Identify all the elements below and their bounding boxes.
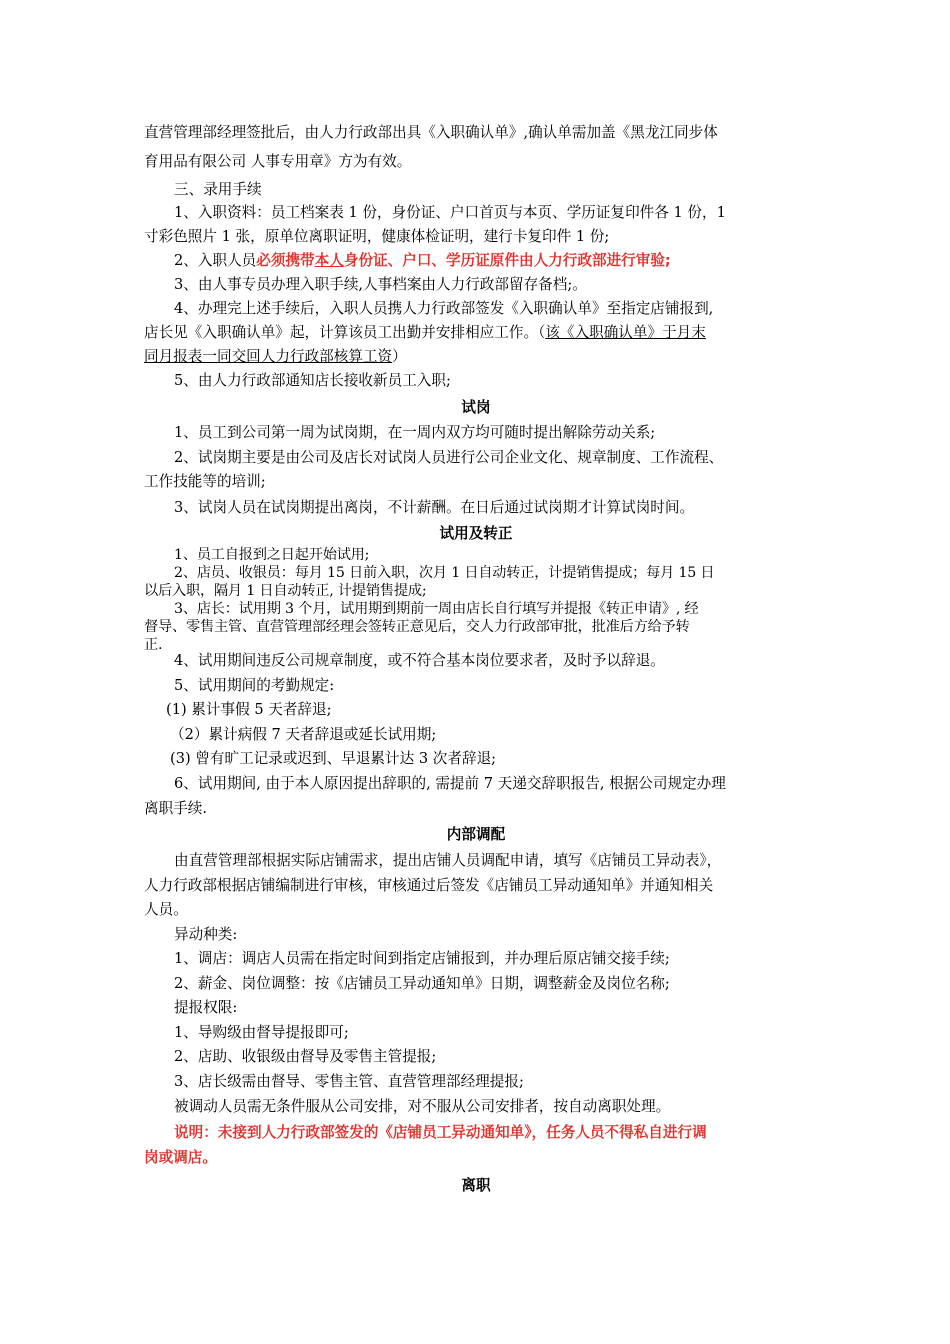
sub-list-item: (1) 累计事假 5 天者辞退; (166, 701, 332, 718)
list-item: 3、由人事专员办理入职手续,人事档案由人力行政部留存备档;。 (174, 276, 587, 293)
paragraph-line: 人员。 (144, 901, 188, 918)
list-item: 3、试岗人员在试岗期提出离岗，不计薪酬。在日后通过试岗期才计算试岗时间。 (174, 499, 695, 516)
list-item: 2、店助、收银级由督导及零售主管提报; (174, 1048, 437, 1065)
paragraph-line: 直营管理部经理签批后，由人力行政部出具《入职确认单》,确认单需加盖《黑龙江同步体 (144, 124, 718, 141)
list-item-continuation: 离职手续. (144, 800, 208, 817)
emphasis-text: 必须携带 (256, 252, 315, 269)
sub-list-item: (3) 曾有旷工记录或迟到、早退累计达 3 次者辞退; (170, 750, 497, 767)
list-item: 1、入职资料：员工档案表 1 份，身份证、户口首页与本页、学历证复印件各 1 份，1 (174, 204, 726, 221)
list-item-continuation: 工作技能等的培训; (144, 473, 266, 490)
underlined-text: 该《入职确认单》于月末 (545, 324, 706, 341)
list-item: 3、店长级需由督导、零售主管、直营管理部经理提报; (174, 1073, 524, 1090)
section-heading: 内部调配 (446, 826, 506, 843)
text: 店长见《入职确认单》起，计算该员工出勤并安排相应工作。（ (144, 324, 546, 341)
list-item: 2、薪金、岗位调整：按《店铺员工异动通知单》日期，调整薪金及岗位名称; (174, 975, 670, 992)
list-item-continuation: 寸彩色照片 1 张，原单位离职证明，健康体检证明，建行卡复印件 1 份; (144, 228, 610, 245)
section-heading: 试用及转正 (439, 525, 513, 542)
list-item (174, 251, 671, 271)
text: 2、入职人员 (174, 252, 257, 269)
text: ） (392, 348, 407, 365)
underlined-text: 同月报表一同交回人力行政部核算工资 (144, 348, 393, 365)
list-item: 5、由人力行政部通知店长接收新员工入职; (174, 372, 451, 389)
emphasis-text: 身份证、户口、学历证原件由人力行政部进行审验; (343, 252, 671, 269)
emphasis-text: 本人 (314, 252, 344, 269)
list-item: 5、试用期间的考勤规定: (174, 677, 335, 694)
list-item: 2、试岗期主要是由公司及店长对试岗人员进行公司企业文化、规章制度、工作流程、 (174, 449, 724, 466)
paragraph-line: 人力行政部根据店铺编制进行审核，审核通过后签发《店铺员工异动通知单》并通知相关 (144, 877, 714, 894)
list-item: 4、办理完上述手续后，入职人员携人力行政部签发《入职确认单》至指定店铺报到, (174, 300, 714, 317)
list-item-continuation: 以后入职，隔月 1 日自动转正, 计提销售提成; (144, 583, 427, 599)
list-item: 1、员工到公司第一周为试岗期，在一周内双方均可随时提出解除劳动关系; (174, 424, 656, 441)
note-text: 岗或调店。 (144, 1149, 217, 1166)
paragraph-line: 由直营管理部根据实际店铺需求，提出店铺人员调配申请，填写《店铺员工异动表》， (174, 852, 722, 869)
list-item: 1、调店：调店人员需在指定时间到指定店铺报到，并办理后原店铺交接手续; (174, 950, 670, 967)
section-heading: 离职 (461, 1177, 491, 1194)
list-item-continuation: 正. (144, 637, 163, 653)
list-item: 3、店长：试用期 3 个月，试用期到期前一周由店长自行填写并提报《转正申请》, 经 (174, 601, 699, 617)
label-text: 异动种类: (174, 926, 238, 943)
list-item-continuation: 督导、零售主管、直营管理部经理会签转正意见后，交人力行政部审批，批准后方给予转 (144, 619, 690, 635)
list-item: 1、导购级由督导提报即可; (174, 1024, 349, 1041)
list-item-continuation (144, 323, 706, 343)
section-heading: 试岗 (461, 399, 491, 416)
list-item: 4、试用期间违反公司规章制度，或不符合基本岗位要求者，及时予以辞退。 (174, 652, 665, 669)
paragraph-line: 育用品有限公司 人事专用章》方为有效。 (144, 153, 412, 170)
label-text: 提报权限: (174, 999, 238, 1016)
list-item: 6、试用期间, 由于本人原因提出辞职的, 需提前 7 天递交辞职报告, 根据公司规定办理 (174, 775, 726, 792)
list-item: 2、店员、收银员：每月 15 日前入职，次月 1 日自动转正，计提销售提成；每月 15 日 (174, 565, 715, 581)
paragraph-line: 被调动人员需无条件服从公司安排，对不服从公司安排者，按自动离职处理。 (174, 1098, 671, 1115)
list-item: 1、员工自报到之日起开始试用; (174, 547, 370, 563)
list-item-continuation (144, 347, 407, 367)
note-text: 说明：未接到人力行政部签发的《店铺员工异动通知单》，任务人员不得私自进行调 (174, 1124, 707, 1141)
section-title: 三、录用手续 (174, 181, 262, 198)
sub-list-item: （2）累计病假 7 天者辞退或延长试用期; (170, 726, 437, 743)
